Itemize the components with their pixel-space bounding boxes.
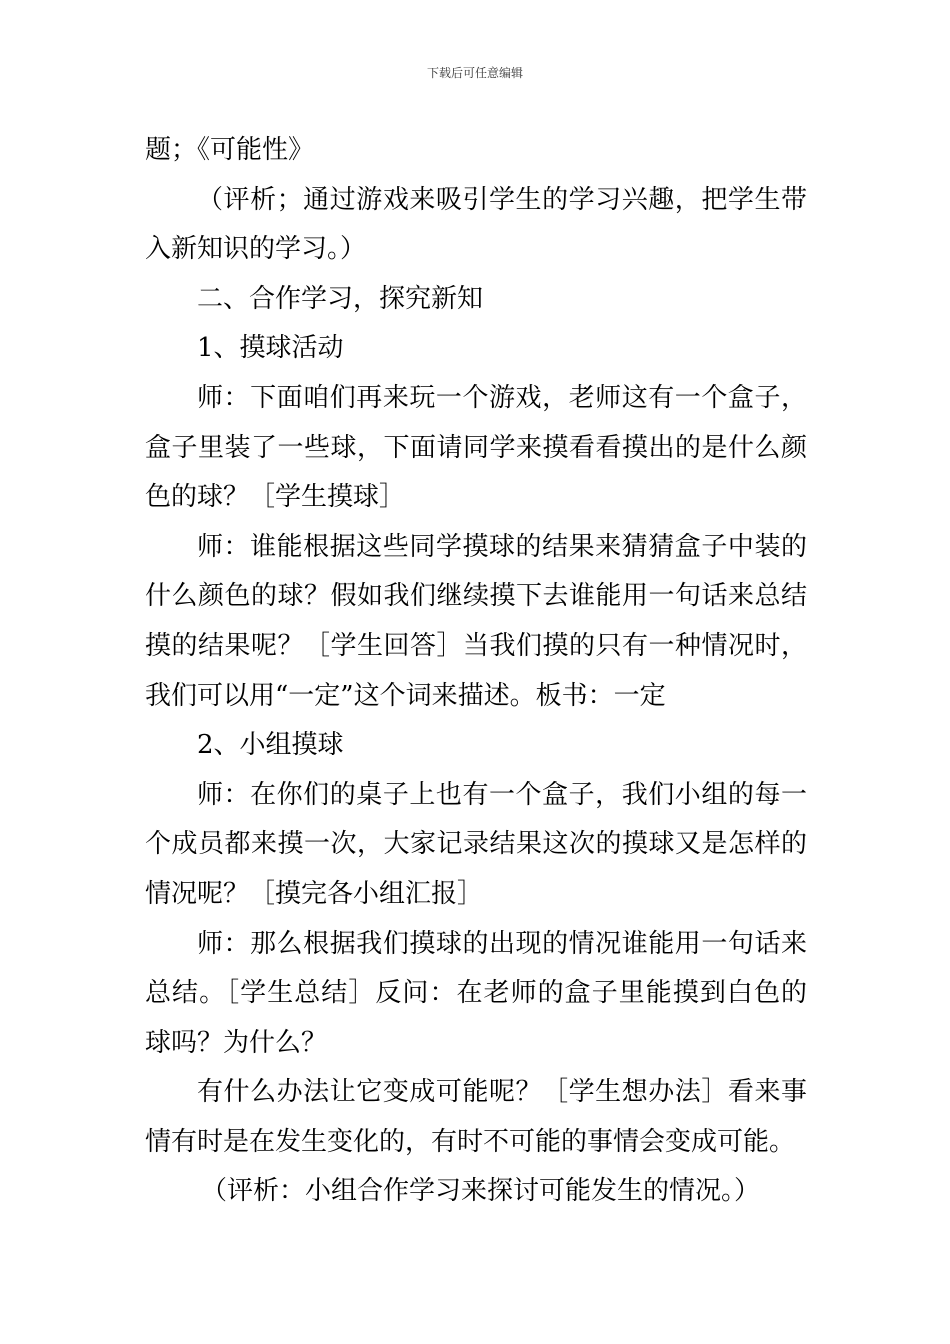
text-line: 情有时是在发生变化的，有时不可能的事情会变成可能。	[145, 1126, 796, 1157]
text-line: 摸的结果呢？［学生回答］当我们摸的只有一种情况时，	[145, 630, 807, 661]
text-line: 色的球？［学生摸球］	[145, 482, 406, 513]
document-body	[145, 126, 807, 1217]
text-line: 题；《可能性》	[145, 135, 315, 165]
subsection-heading: 2、小组摸球	[197, 730, 344, 761]
text-line: 师：下面咱们再来玩一个游戏，老师这有一个盒子，	[197, 382, 807, 413]
text-line: 入新知识的学习。）	[145, 234, 367, 265]
text-line: 个成员都来摸一次，大家记录结果这次的摸球又是怎样的	[145, 829, 807, 860]
text-line: 师：谁能根据这些同学摸球的结果来猜猜盒子中装的	[197, 531, 807, 562]
text-line: 盒子里装了一些球，下面请同学来摸看看摸出的是什么颜	[145, 432, 807, 463]
text-line: 我们可以用“一定”这个词来描述。板书：一定	[145, 680, 666, 711]
page-header: 下载后可任意编辑	[426, 66, 523, 80]
text-line: 情况呢？［摸完各小组汇报］	[145, 878, 484, 909]
text-line: （评析；通过游戏来吸引学生的学习兴趣，把学生带	[197, 184, 807, 215]
text-line: 有什么办法让它变成可能呢？［学生想办法］看来事	[197, 1077, 807, 1108]
subsection-heading: 1、摸球活动	[197, 333, 344, 364]
text-line: 师：那么根据我们摸球的出现的情况谁能用一句话来	[197, 928, 807, 959]
text-line: （评析：小组合作学习来探讨可能发生的情况。）	[201, 1176, 761, 1207]
text-line: 师：在你们的桌子上也有一个盒子，我们小组的每一	[197, 779, 807, 810]
section-heading: 二、合作学习，探究新知	[197, 283, 484, 314]
text-line: 什么颜色的球？假如我们继续摸下去谁能用一句话来总结	[145, 581, 807, 612]
text-line: 总结。［学生总结］反问：在老师的盒子里能摸到白色的	[145, 978, 807, 1009]
text-line: 球吗？为什么？	[145, 1027, 328, 1058]
